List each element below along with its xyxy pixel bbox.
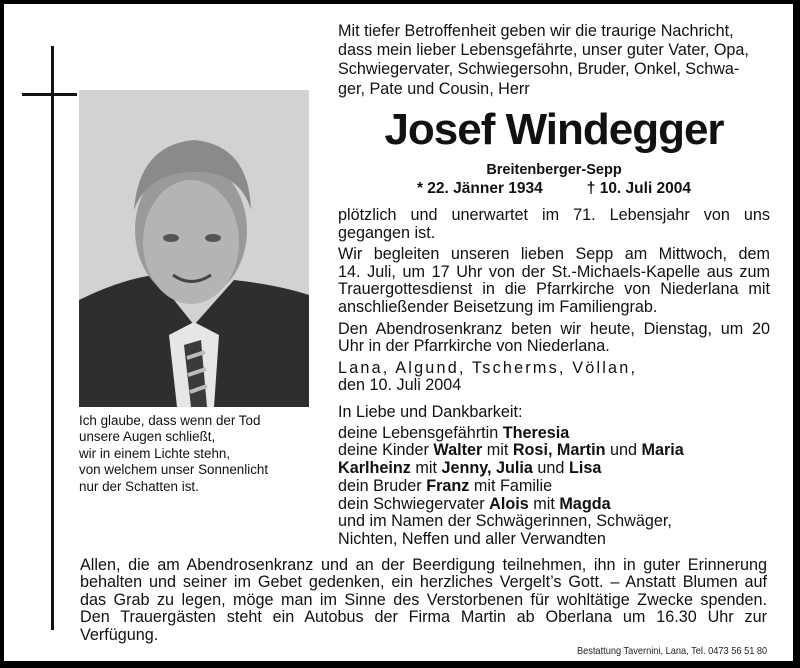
thanks-line: das Grab zu legen, möge man im Sinne des Verstorbenen für wohltätige Zwecke spenden.	[80, 590, 767, 609]
poem-line: Ich glaube, dass wenn der Tod	[79, 413, 261, 428]
family-line: dein Bruder Franz mit Familie	[338, 476, 553, 495]
passing-paragraph: plötzlich und unerwartet im 71. Lebensjahr von uns gegangen ist.	[338, 206, 770, 242]
intro-line: Mit tiefer Betroffenheit geben wir die traurige Nachricht,	[338, 22, 734, 40]
family-line: und im Namen der Schwägerinnen, Schwäger,	[338, 512, 672, 531]
portrait-photo	[79, 90, 309, 407]
funeral-paragraph: Wir begleiten unseren lieben Sepp am Mittwoch, dem 14. Juli, um 17 Uhr von der St.-Michaels-Kapelle aus zum Trauergottesdienst in die Pfarrkirche von Niederlana mit anschließender Beisetzung im Familiengrab.	[338, 245, 770, 316]
intro-line: Schwiegervater, Schwiegersohn, Bruder, Onkel, Schwa-	[338, 60, 740, 79]
family-line: dein Schwiegervater Alois mit Magda	[338, 494, 611, 513]
life-dates	[338, 180, 770, 198]
intro-paragraph	[338, 22, 778, 99]
deceased-name: Josef Windegger	[384, 105, 724, 154]
family-list	[338, 404, 778, 549]
poem-line: von welchem unser Sonnenlicht	[79, 462, 269, 478]
family-line: deine Lebensgefährtin Theresia	[338, 423, 570, 442]
family-line: Nichten, Neffen und aller Verwandten	[338, 529, 606, 548]
poem-line: wir in einem Lichte stehn,	[79, 445, 231, 461]
poem-quote	[79, 413, 314, 495]
thanks-paragraph	[80, 557, 767, 644]
deceased-nickname: Breitenberger-Sepp	[486, 162, 622, 178]
thanks-line: Den Trauergästen steht ein Autobus der Firma Martin ab Oberlana um 16.30 Uhr zur	[80, 608, 767, 627]
cross-icon-horizontal	[22, 93, 77, 96]
poem-line: nur der Schatten ist.	[79, 478, 199, 494]
place-line: Lana, Algund, Tscherms, Völlan,	[338, 358, 638, 377]
birth-date: * 22. Jänner 1934	[416, 180, 543, 197]
intro-line: dass mein lieber Lebensgefährte, unser guter Vater, Opa,	[338, 41, 749, 60]
place-date	[338, 360, 770, 395]
intro-line: ger, Pate und Cousin, Herr	[338, 79, 530, 98]
cross-icon-vertical	[51, 46, 54, 630]
family-line: Karlheinz mit Jenny, Julia und Lisa	[338, 459, 602, 478]
family-line: deine Kinder Walter mit Rosi, Martin und Maria	[338, 441, 684, 460]
portrait-image	[79, 90, 309, 407]
funeral-home-credit: Bestattung Tavernini, Lana, Tel. 0473 56 51 80	[576, 645, 767, 657]
thanks-line: Allen, die am Abendrosenkranz und an der Beerdigung teilnehmen, ihn in guter Erinnerung	[80, 556, 767, 574]
date-line: den 10. Juli 2004	[338, 376, 462, 395]
poem-line: unsere Augen schließt,	[79, 429, 216, 445]
thanks-line: Verfügung.	[80, 625, 159, 644]
family-heading: In Liebe und Dankbarkeit:	[338, 403, 523, 421]
announcement-body	[338, 207, 770, 399]
rosary-paragraph: Den Abendrosenkranz beten wir heute, Dienstag, um 20 Uhr in der Pfarrkirche von Niederlana.	[338, 319, 770, 356]
thanks-line: behalten und seiner im Gebet gedenken, ein herzliches Vergelt’s Gott. – Anstatt Blumen auf	[80, 573, 767, 592]
death-date: † 10. Juli 2004	[586, 180, 692, 197]
